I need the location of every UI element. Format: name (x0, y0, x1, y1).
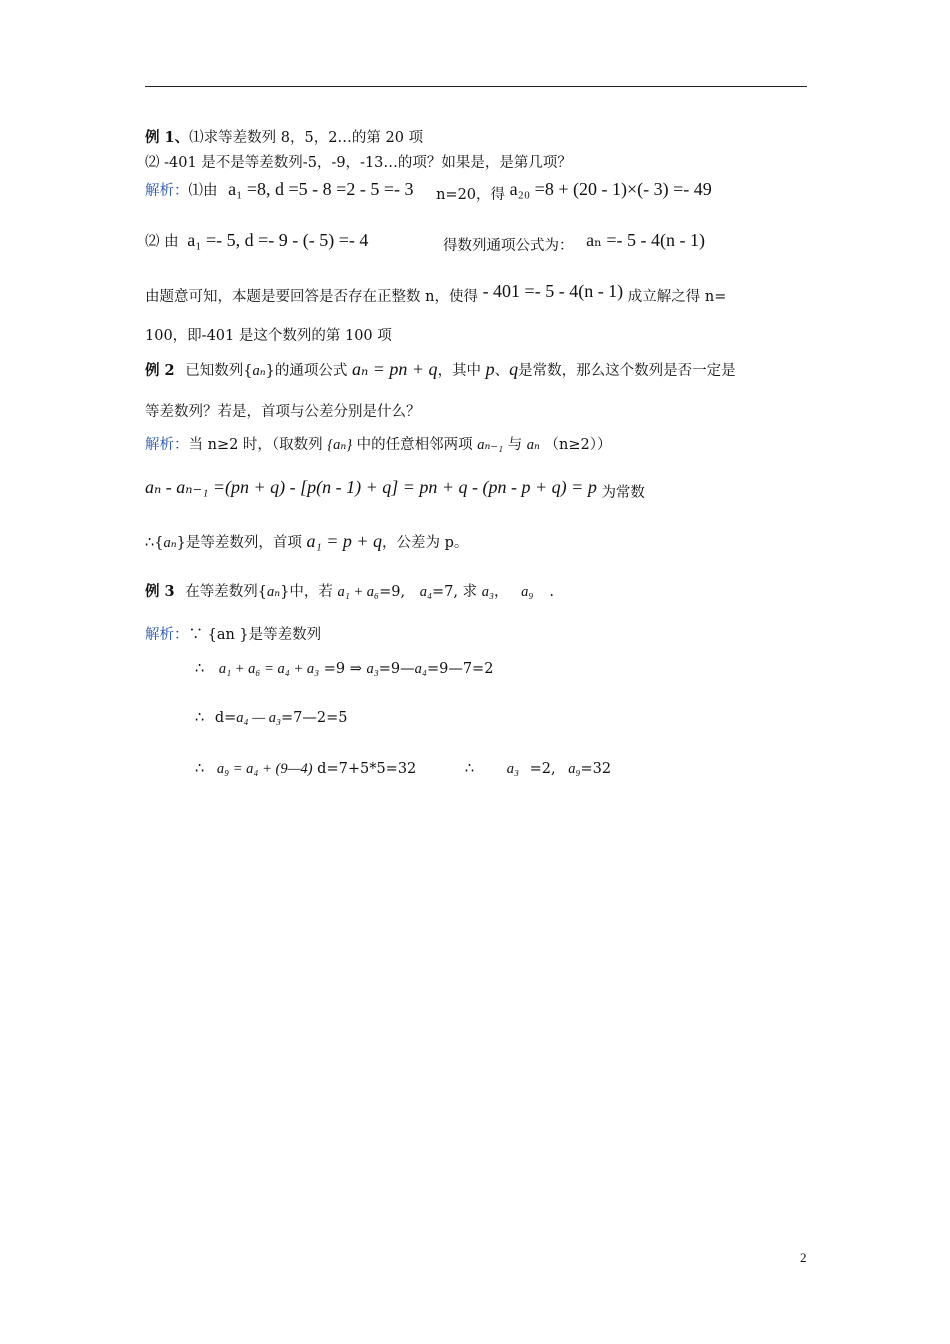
ex2-formula-diff: aₙ - aₙ₋₁ =(pn + q) - [p(n - 1) + q] = pn + q - (pn - p + q) = p (145, 477, 597, 497)
ex3-s2b: =9 ⇒ (323, 661, 362, 677)
ex3-solution-1 (145, 626, 321, 644)
ex3-s2c: =9— (378, 661, 415, 677)
ex3-qa: 在等差数列{ (185, 584, 267, 600)
ex2-question-1 (145, 360, 736, 380)
ex3-solution-2 (195, 660, 493, 678)
ex1-solution-label: 解析： (145, 183, 189, 199)
ex1-solution-2 (145, 230, 706, 254)
ex3-qe: ， (493, 584, 509, 600)
ex2-s3c: ，公差为 p。 (382, 535, 469, 551)
ex1-title: 例 1、 (145, 129, 190, 146)
ex1-formula-a1-d: a₁ =8, d =5 - 8 =2 - 5 =- 3 (228, 179, 414, 199)
ex2-title: 例 2 (145, 362, 175, 379)
ex3-s3eq: a₄ — a₃ (236, 710, 282, 726)
ex3-qeq2: a₄ (419, 584, 432, 600)
ex2-s1-an2: aₙ (526, 437, 540, 453)
ex1-q1-text: ⑴求等差数列 8，5，2…的第 20 项 (189, 130, 424, 146)
ex2-solution-label: 解析： (145, 437, 189, 453)
ex3-qa9: a₉ (521, 584, 534, 600)
ex2-s1d: （n≥2）） (544, 437, 612, 453)
ex2-qa: 已知数列{ (185, 363, 253, 379)
ex3-title: 例 3 (145, 583, 175, 600)
ex3-s3a: ∴ (195, 710, 205, 726)
ex3-qc: =9, (379, 584, 406, 600)
ex3-s2a: ∴ (195, 661, 205, 677)
ex2-qa2: aₙ (252, 363, 266, 379)
ex2-s1-an1: aₙ₋₁ (477, 437, 504, 453)
ex1-solution-4: 100，即-401 是这个数列的第 100 项 (145, 328, 392, 344)
ex1-formula-401: - 401 =- 5 - 4(n - 1) (482, 281, 624, 301)
ex1-solution-1 (145, 179, 712, 203)
ex2-s1a: 当 n≥2 时，（取数列 (188, 437, 323, 453)
ex3-question (145, 583, 554, 601)
ex2-question-2: 等差数列？若是，首项与公差分别是什么？ (145, 404, 421, 420)
page-number: 2 (800, 1250, 807, 1265)
ex3-s4d: =2, (529, 761, 556, 777)
ex3-s1: ∵ {an }是等差数列 (188, 627, 322, 643)
ex2-solution-1 (145, 436, 612, 454)
ex2-q: q (509, 359, 519, 379)
ex2-solution-3 (145, 532, 468, 552)
ex3-solution-3 (195, 709, 348, 727)
ex2-s1-an: {aₙ} (327, 437, 353, 453)
ex1-s3b: 成立解之得 n= (627, 289, 727, 305)
ex3-s2eq2: a₃ (366, 661, 379, 677)
ex1-s1a: ⑴由 (188, 183, 218, 199)
ex1-formula-a1-d-2: a₁ =- 5, d =- 9 - (- 5) =- 4 (187, 230, 369, 250)
ex1-formula-a20: a₂₀ =8 + (20 - 1)×(- 3) =- 49 (509, 179, 712, 199)
ex1-formula-an: aₙ =- 5 - 4(n - 1) (586, 230, 706, 250)
ex2-s1c: 与 (507, 437, 523, 453)
ex1-solution-3 (145, 281, 727, 305)
ex3-s2eq3: a₄ (414, 661, 427, 677)
ex3-solution-4 (195, 760, 611, 778)
ex2-qsep: 、 (494, 363, 510, 379)
ex3-qeq1: a₁ + a₆ (337, 584, 380, 600)
ex3-qan: aₙ (266, 584, 281, 600)
ex2-formula-an: aₙ = pn + q (351, 359, 438, 379)
ex2-s1b: 中的任意相邻两项 (356, 437, 473, 453)
ex3-solution-label: 解析： (145, 627, 189, 643)
ex1-s2a: ⑵ 由 (145, 234, 179, 250)
ex2-s3a: ∴{ (145, 535, 164, 551)
ex3-s4eq2: a₃ (506, 761, 520, 777)
ex3-s3b: d= (214, 710, 237, 726)
ex3-s4eq3: a₉ (568, 761, 581, 777)
ex3-qf: . (549, 584, 554, 600)
ex2-qb: ，其中 (437, 363, 482, 379)
ex1-question-1 (145, 129, 423, 147)
ex1-s3a: 由题意可知，本题是要回答是否存在正整数 n，使得 (145, 289, 478, 305)
ex3-s2d: =9—7=2 (426, 661, 494, 677)
ex3-s2eq: a₁ + a₆ = a₄ + a₃ (218, 661, 320, 677)
ex2-solution-2 (145, 477, 645, 501)
ex3-s4c: ∴ (464, 761, 475, 777)
ex3-qd: =7, 求 (431, 584, 478, 600)
ex2-qc: 是常数，那么这个数列是否一定是 (518, 363, 736, 379)
ex3-s3c: =7—2=5 (281, 710, 348, 726)
ex3-s4a: ∴ (195, 761, 205, 777)
header-rule (145, 86, 807, 87)
ex3-qa3: a₃ (481, 584, 494, 600)
ex2-s2b: 为常数 (601, 485, 645, 501)
ex2-s3b: }是等差数列，首项 (176, 535, 302, 551)
ex1-s2b: 得数列通项公式为： (443, 238, 574, 254)
ex3-s4e: =32 (580, 761, 612, 777)
ex3-s4eq: a₉ = a₄ + (9—4) (216, 761, 313, 777)
ex2-s3-an: aₙ (163, 535, 177, 551)
ex2-formula-a1: a₁ = p + q (306, 531, 382, 551)
ex3-s4b: d=7+5*5=32 (317, 761, 417, 777)
ex2-qa3: }的通项公式 (265, 363, 348, 379)
ex2-p: p (485, 359, 495, 379)
ex3-qb: }中，若 (280, 584, 333, 600)
ex1-s1b: n=20，得 (436, 187, 506, 203)
ex1-question-2: ⑵ -401 是不是等差数列-5，-9，-13…的项？如果是，是第几项？ (145, 155, 572, 171)
